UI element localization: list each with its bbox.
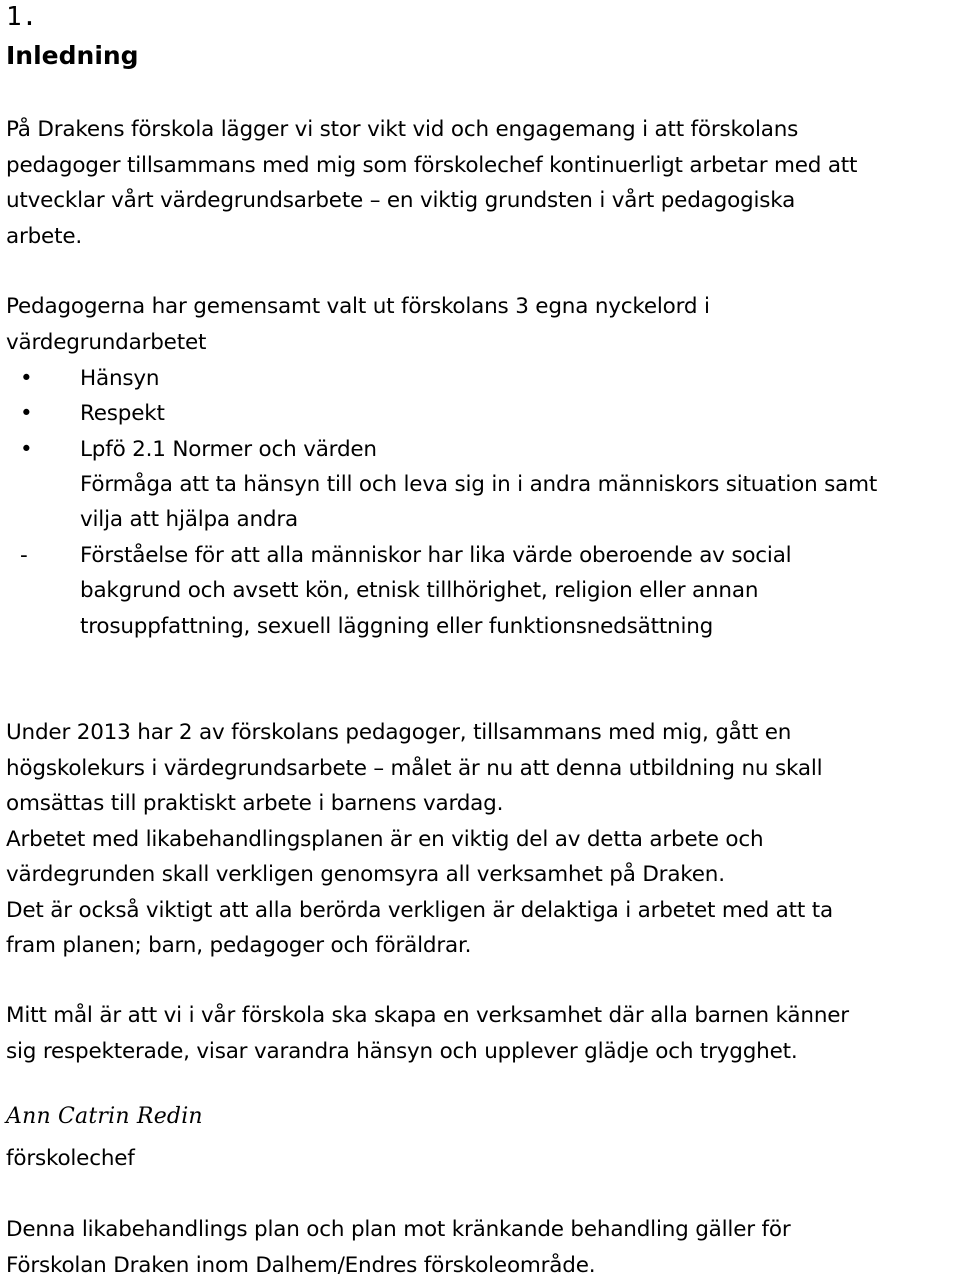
education-line: värdegrunden skall verkligen genomsyra all verksamhet på Draken. [6, 857, 956, 893]
section-heading: Inledning [6, 40, 139, 72]
education-line: omsättas till praktiskt arbete i barnens vardag. [6, 786, 956, 822]
section-number: 1. [6, 2, 37, 32]
keywords-line: värdegrundarbetet [6, 325, 956, 361]
goal-line: sig respekterade, visar varandra hänsyn och upplever glädje och trygghet. [6, 1034, 956, 1070]
education-line: Det är också viktigt att alla berörda verkligen är delaktiga i arbetet med att ta [6, 893, 956, 929]
education-paragraph [6, 715, 956, 964]
dash-text: Förståelse för att alla människor har lika värde oberoende av social [80, 538, 791, 573]
keyword-text: Lpfö 2.1 Normer och värden [80, 432, 377, 467]
education-line: högskolekurs i värdegrundsarbete – målet är nu att denna utbildning nu skall [6, 751, 956, 787]
dash-marker: - [20, 538, 40, 573]
intro-line: arbete. [6, 219, 956, 255]
signature-name: Ann Catrin Redin [6, 1102, 203, 1132]
keyword-continuation-line: Förmåga att ta hänsyn till och leva sig in i andra människors situation samt [80, 467, 877, 503]
dash-continuation-line: bakgrund och avsett kön, etnisk tillhörighet, religion eller annan [80, 573, 758, 609]
bullet-marker: • [20, 361, 40, 396]
signature-role: förskolechef [6, 1141, 956, 1177]
keyword-continuation-line: vilja att hjälpa andra [80, 502, 298, 538]
bullet-marker: • [20, 432, 40, 467]
keywords-line: Pedagogerna har gemensamt valt ut förskolans 3 egna nyckelord i [6, 289, 956, 325]
dash-continuation-line: trosuppfattning, sexuell läggning eller funktionsnedsättning [80, 609, 713, 645]
keywords-paragraph [6, 289, 956, 360]
closing-paragraph [6, 1212, 956, 1283]
goal-line: Mitt mål är att vi i vår förskola ska skapa en verksamhet där alla barnen känner [6, 998, 956, 1034]
closing-line: Denna likabehandlings plan och plan mot kränkande behandling gäller för [6, 1212, 956, 1248]
goal-paragraph [6, 998, 956, 1069]
keyword-text: Hänsyn [80, 361, 159, 396]
education-line: Under 2013 har 2 av förskolans pedagoger, tillsammans med mig, gått en [6, 715, 956, 751]
intro-line: pedagoger tillsammans med mig som förskolechef kontinuerligt arbetar med att [6, 148, 956, 184]
education-line: Arbetet med likabehandlingsplanen är en viktig del av detta arbete och [6, 822, 956, 858]
closing-line: Förskolan Draken inom Dalhem/Endres förskoleområde. [6, 1248, 956, 1283]
intro-paragraph [6, 112, 956, 254]
intro-line: På Drakens förskola lägger vi stor vikt vid och engagemang i att förskolans [6, 112, 956, 148]
intro-line: utvecklar vårt värdegrundsarbete – en viktig grundsten i vårt pedagogiska [6, 183, 956, 219]
keyword-text: Respekt [80, 396, 165, 431]
education-line: fram planen; barn, pedagoger och föräldrar. [6, 928, 956, 964]
bullet-marker: • [20, 396, 40, 431]
